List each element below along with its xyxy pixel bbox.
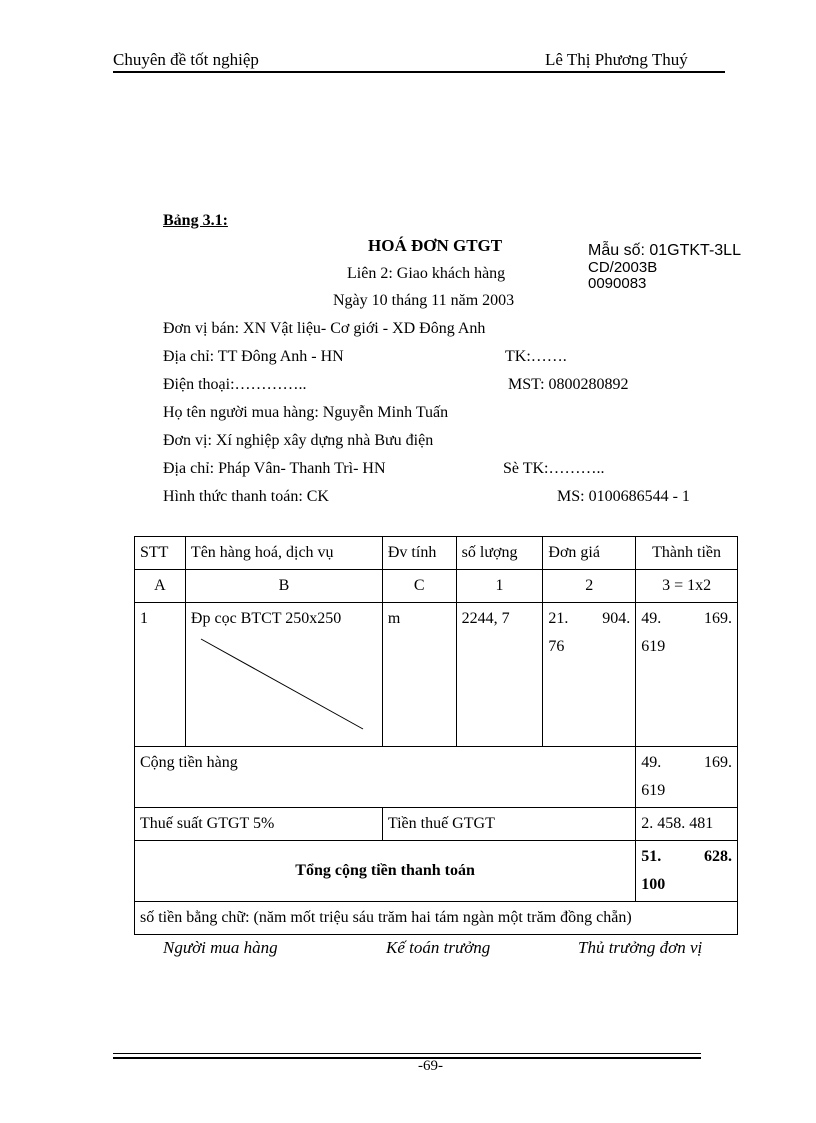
buyer-name: Họ tên người mua hàng: Nguyễn Minh Tuấn: [163, 404, 449, 421]
table-header-row: [135, 537, 738, 570]
header-item-name: Tên hàng hoá, dịch vụ: [185, 537, 382, 570]
payment-method: Hình thức thanh toán: CK: [163, 488, 329, 505]
footer-rule-top: [113, 1053, 701, 1054]
header-right: Lê Thị Phương Thuý: [545, 50, 688, 69]
header-unit-price: Đơn giá: [543, 537, 636, 570]
subtotal-amount: [636, 747, 738, 808]
code-3: 3 = 1x2: [636, 570, 738, 603]
subtotal-part-2: 169.: [704, 754, 732, 771]
buyer-unit: Đơn vị: Xí nghiệp xây dựng nhà Bưu điện: [163, 432, 434, 449]
buyer-tax-code: MS: 0100686544 - 1: [557, 488, 690, 505]
subtotal-part-3: 619: [641, 782, 666, 799]
invoice-table: [134, 536, 738, 935]
seller-phone: Điện thoại:…………..: [163, 376, 307, 393]
price-part-3: 76: [548, 638, 565, 655]
amount-part-1: 49.: [641, 610, 662, 627]
page-number: -69-: [418, 1058, 443, 1074]
table-code-row: [135, 570, 738, 603]
cross-out-line: [191, 633, 371, 733]
code-b: B: [185, 570, 382, 603]
table-label: Bảng 3.1:: [163, 212, 228, 229]
seller-tax-code: MST: 0800280892: [508, 376, 629, 393]
seller-unit: Đơn vị bán: XN Vật liệu- Cơ giới - XD Đông Anh: [163, 320, 486, 337]
table-row: [135, 603, 738, 747]
buyer-account: Sè TK:………..: [503, 460, 605, 477]
header-left: Chuyên đề tốt nghiệp: [113, 50, 259, 69]
header-rule: [113, 71, 725, 73]
total-part-3: 100: [641, 876, 666, 893]
price-part-2: 904.: [602, 610, 631, 627]
invoice-number: 0090083: [588, 275, 647, 292]
row-quantity: 2244, 7: [456, 603, 543, 747]
invoice-title: HOÁ ĐƠN GTGT: [368, 236, 503, 255]
code-1: 1: [456, 570, 543, 603]
vat-rate-label: Thuế suất GTGT 5%: [135, 808, 383, 841]
price-part-1: 21.: [548, 610, 569, 627]
row-unit: m: [382, 603, 456, 747]
total-row: [135, 841, 738, 902]
signature-buyer: Người mua hàng: [163, 938, 278, 957]
amount-part-3: 619: [641, 638, 666, 655]
vat-row: [135, 808, 738, 841]
total-amount: [636, 841, 738, 902]
header-amount: Thành tiền: [636, 537, 738, 570]
invoice-copy: Liên 2: Giao khách hàng: [347, 265, 506, 282]
invoice-series: CD/2003B: [588, 259, 658, 276]
amount-part-2: 169.: [704, 610, 732, 627]
buyer-address: Địa chỉ: Pháp Vân- Thanh Trì- HN: [163, 460, 386, 477]
seller-account: TK:…….: [505, 348, 567, 365]
in-words-row: [135, 902, 738, 935]
amount-in-words: số tiền bằng chữ: (năm mốt triệu sáu trăm hai tám ngàn một trăm đồng chẵn): [135, 902, 738, 935]
vat-amount-label: Tiền thuế GTGT: [382, 808, 635, 841]
total-label: Tổng cộng tiền thanh toán: [135, 841, 636, 902]
total-part-2: 628.: [704, 848, 732, 865]
subtotal-part-1: 49.: [641, 754, 662, 771]
subtotal-label: Cộng tiền hàng: [135, 747, 636, 808]
header-quantity: số lượng: [456, 537, 543, 570]
invoice-date: Ngày 10 tháng 11 năm 2003: [333, 292, 515, 309]
seller-address: Địa chỉ: TT Đông Anh - HN: [163, 348, 344, 365]
signature-head: Thủ trưởng đơn vị: [578, 938, 703, 957]
row-amount: [636, 603, 738, 747]
row-item-cell: [185, 603, 382, 747]
header-unit: Đv tính: [382, 537, 456, 570]
code-2: 2: [543, 570, 636, 603]
vat-amount: 2. 458. 481: [636, 808, 738, 841]
row-unit-price: [543, 603, 636, 747]
signature-accountant: Kế toán trưởng: [386, 938, 491, 957]
footer-rule-bottom: [113, 1057, 701, 1059]
row-stt: 1: [135, 603, 186, 747]
subtotal-row: [135, 747, 738, 808]
code-a: A: [135, 570, 186, 603]
form-number: Mẫu số: 01GTKT-3LL: [588, 242, 741, 259]
code-c: C: [382, 570, 456, 603]
row-item-name: Đp cọc BTCT 250x250: [190, 610, 342, 627]
header-stt: STT: [135, 537, 186, 570]
total-part-1: 51.: [641, 848, 662, 865]
